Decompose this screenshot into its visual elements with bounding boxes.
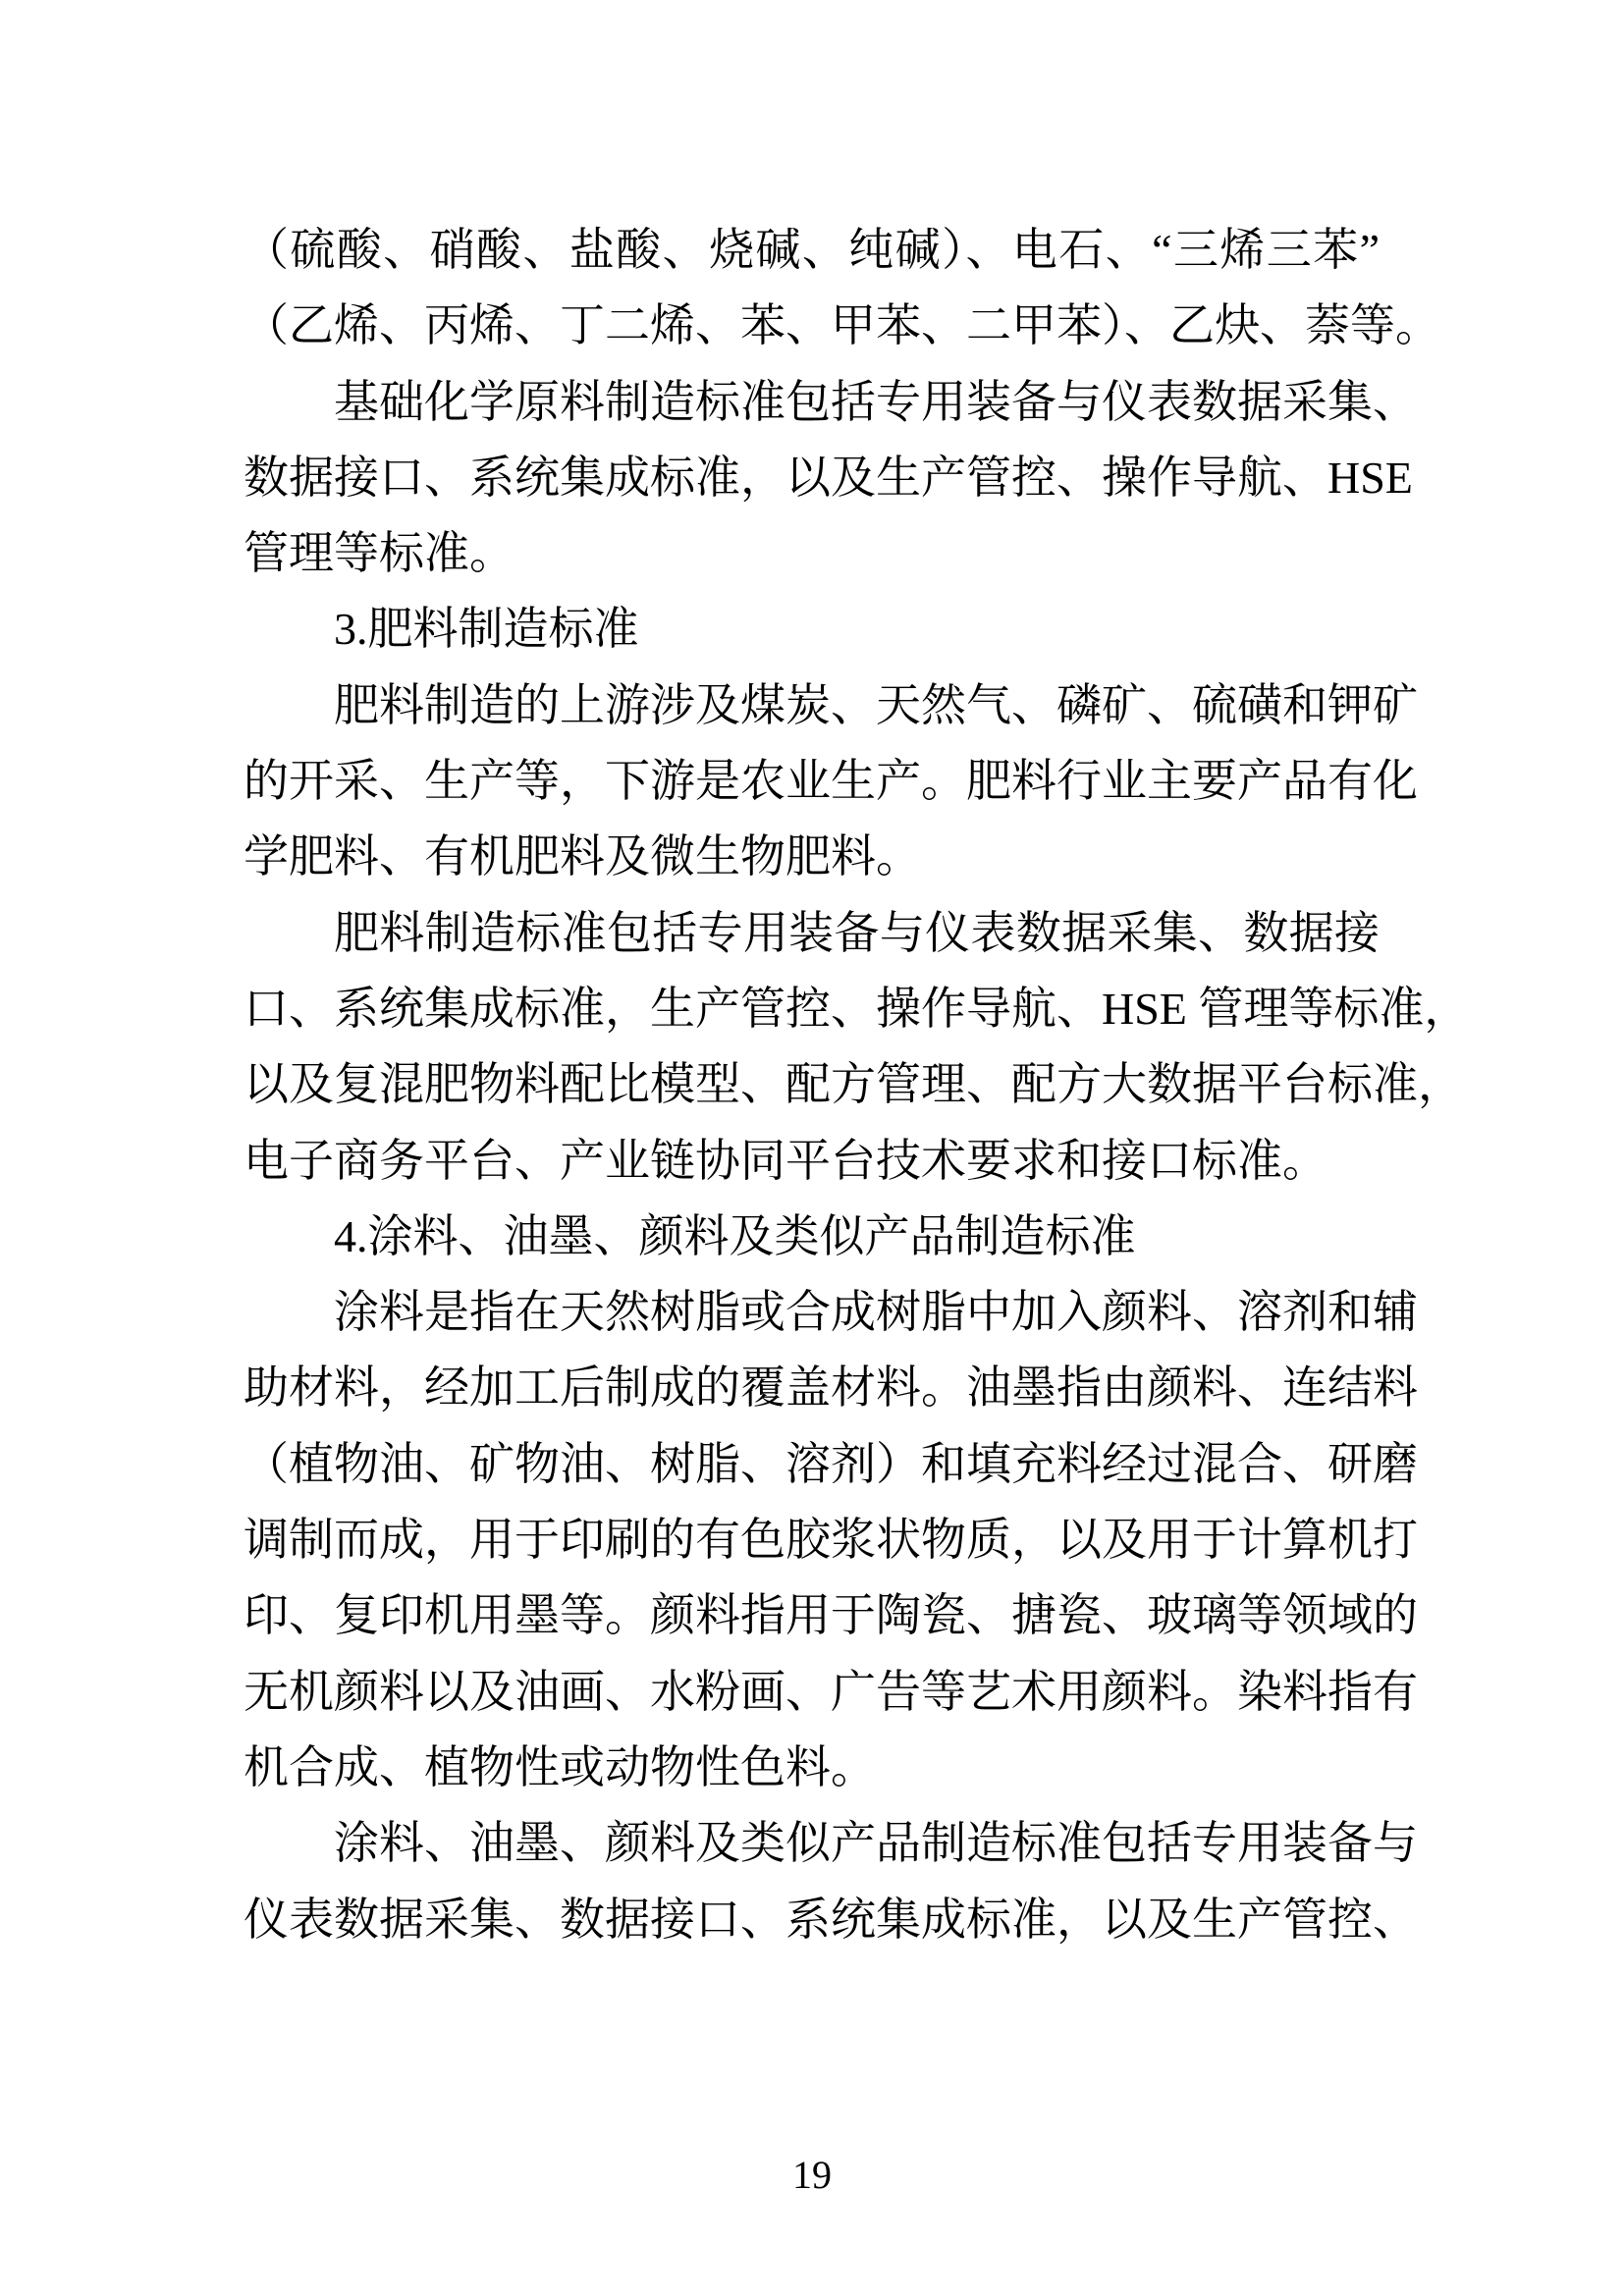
text-line: 的开采、生产等，下游是农业生产。肥料行业主要产品有化 [244, 756, 1418, 807]
text-line: 肥料制造的上游涉及煤炭、天然气、磷矿、硫磺和钾矿 [334, 679, 1418, 730]
text-line: 无机颜料以及油画、水粉画、广告等艺术用颜料。染料指有 [244, 1666, 1418, 1717]
text-line: （乙烯、丙烯、丁二烯、苯、甲苯、二甲苯）、乙炔、萘等。 [244, 300, 1440, 351]
text-line: 仪表数据采集、数据接口、系统集成标准，以及生产管控、 [244, 1894, 1418, 1945]
section-heading-4: 4.涂料、油墨、颜料及类似产品制造标准 [334, 1210, 1136, 1261]
text-line: 管理等标准。 [244, 528, 514, 579]
text-line: 以及复混肥物料配比模型、配方管理、配方大数据平台标准， [244, 1059, 1463, 1110]
text-line: 肥料制造标准包括专用装备与仪表数据采集、数据接 [334, 907, 1380, 958]
section-heading-3: 3.肥料制造标准 [334, 604, 639, 655]
text-line: 机合成、植物性或动物性色料。 [244, 1741, 876, 1792]
page-number: 19 [792, 2153, 832, 2197]
text-line: 口、系统集成标准，生产管控、操作导航、HSE 管理等标准， [244, 983, 1470, 1034]
text-line: 基础化学原料制造标准包括专用装备与仪表数据采集、 [334, 376, 1418, 427]
text-line: （植物油、矿物油、树脂、溶剂）和填充料经过混合、研磨 [244, 1438, 1418, 1489]
text-line: （硫酸、硝酸、盐酸、烧碱、纯碱）、电石、“三烯三苯” [244, 225, 1380, 275]
text-line: 调制而成，用于印刷的有色胶浆状物质，以及用于计算机打 [244, 1515, 1418, 1566]
text-line: 涂料是指在天然树脂或合成树脂中加入颜料、溶剂和辅 [334, 1287, 1418, 1338]
text-line: 数据接口、系统集成标准，以及生产管控、操作导航、HSE [244, 452, 1413, 503]
text-line: 学肥料、有机肥料及微生物肥料。 [244, 831, 921, 882]
text-line: 涂料、油墨、颜料及类似产品制造标准包括专用装备与 [334, 1818, 1418, 1869]
text-line: 电子商务平台、产业链协同平台技术要求和接口标准。 [244, 1135, 1327, 1186]
text-line: 印、复印机用墨等。颜料指用于陶瓷、搪瓷、玻璃等领域的 [244, 1590, 1418, 1641]
text-line: 助材料，经加工后制成的覆盖材料。油墨指由颜料、连结料 [244, 1362, 1418, 1414]
document-body [244, 212, 1470, 1957]
